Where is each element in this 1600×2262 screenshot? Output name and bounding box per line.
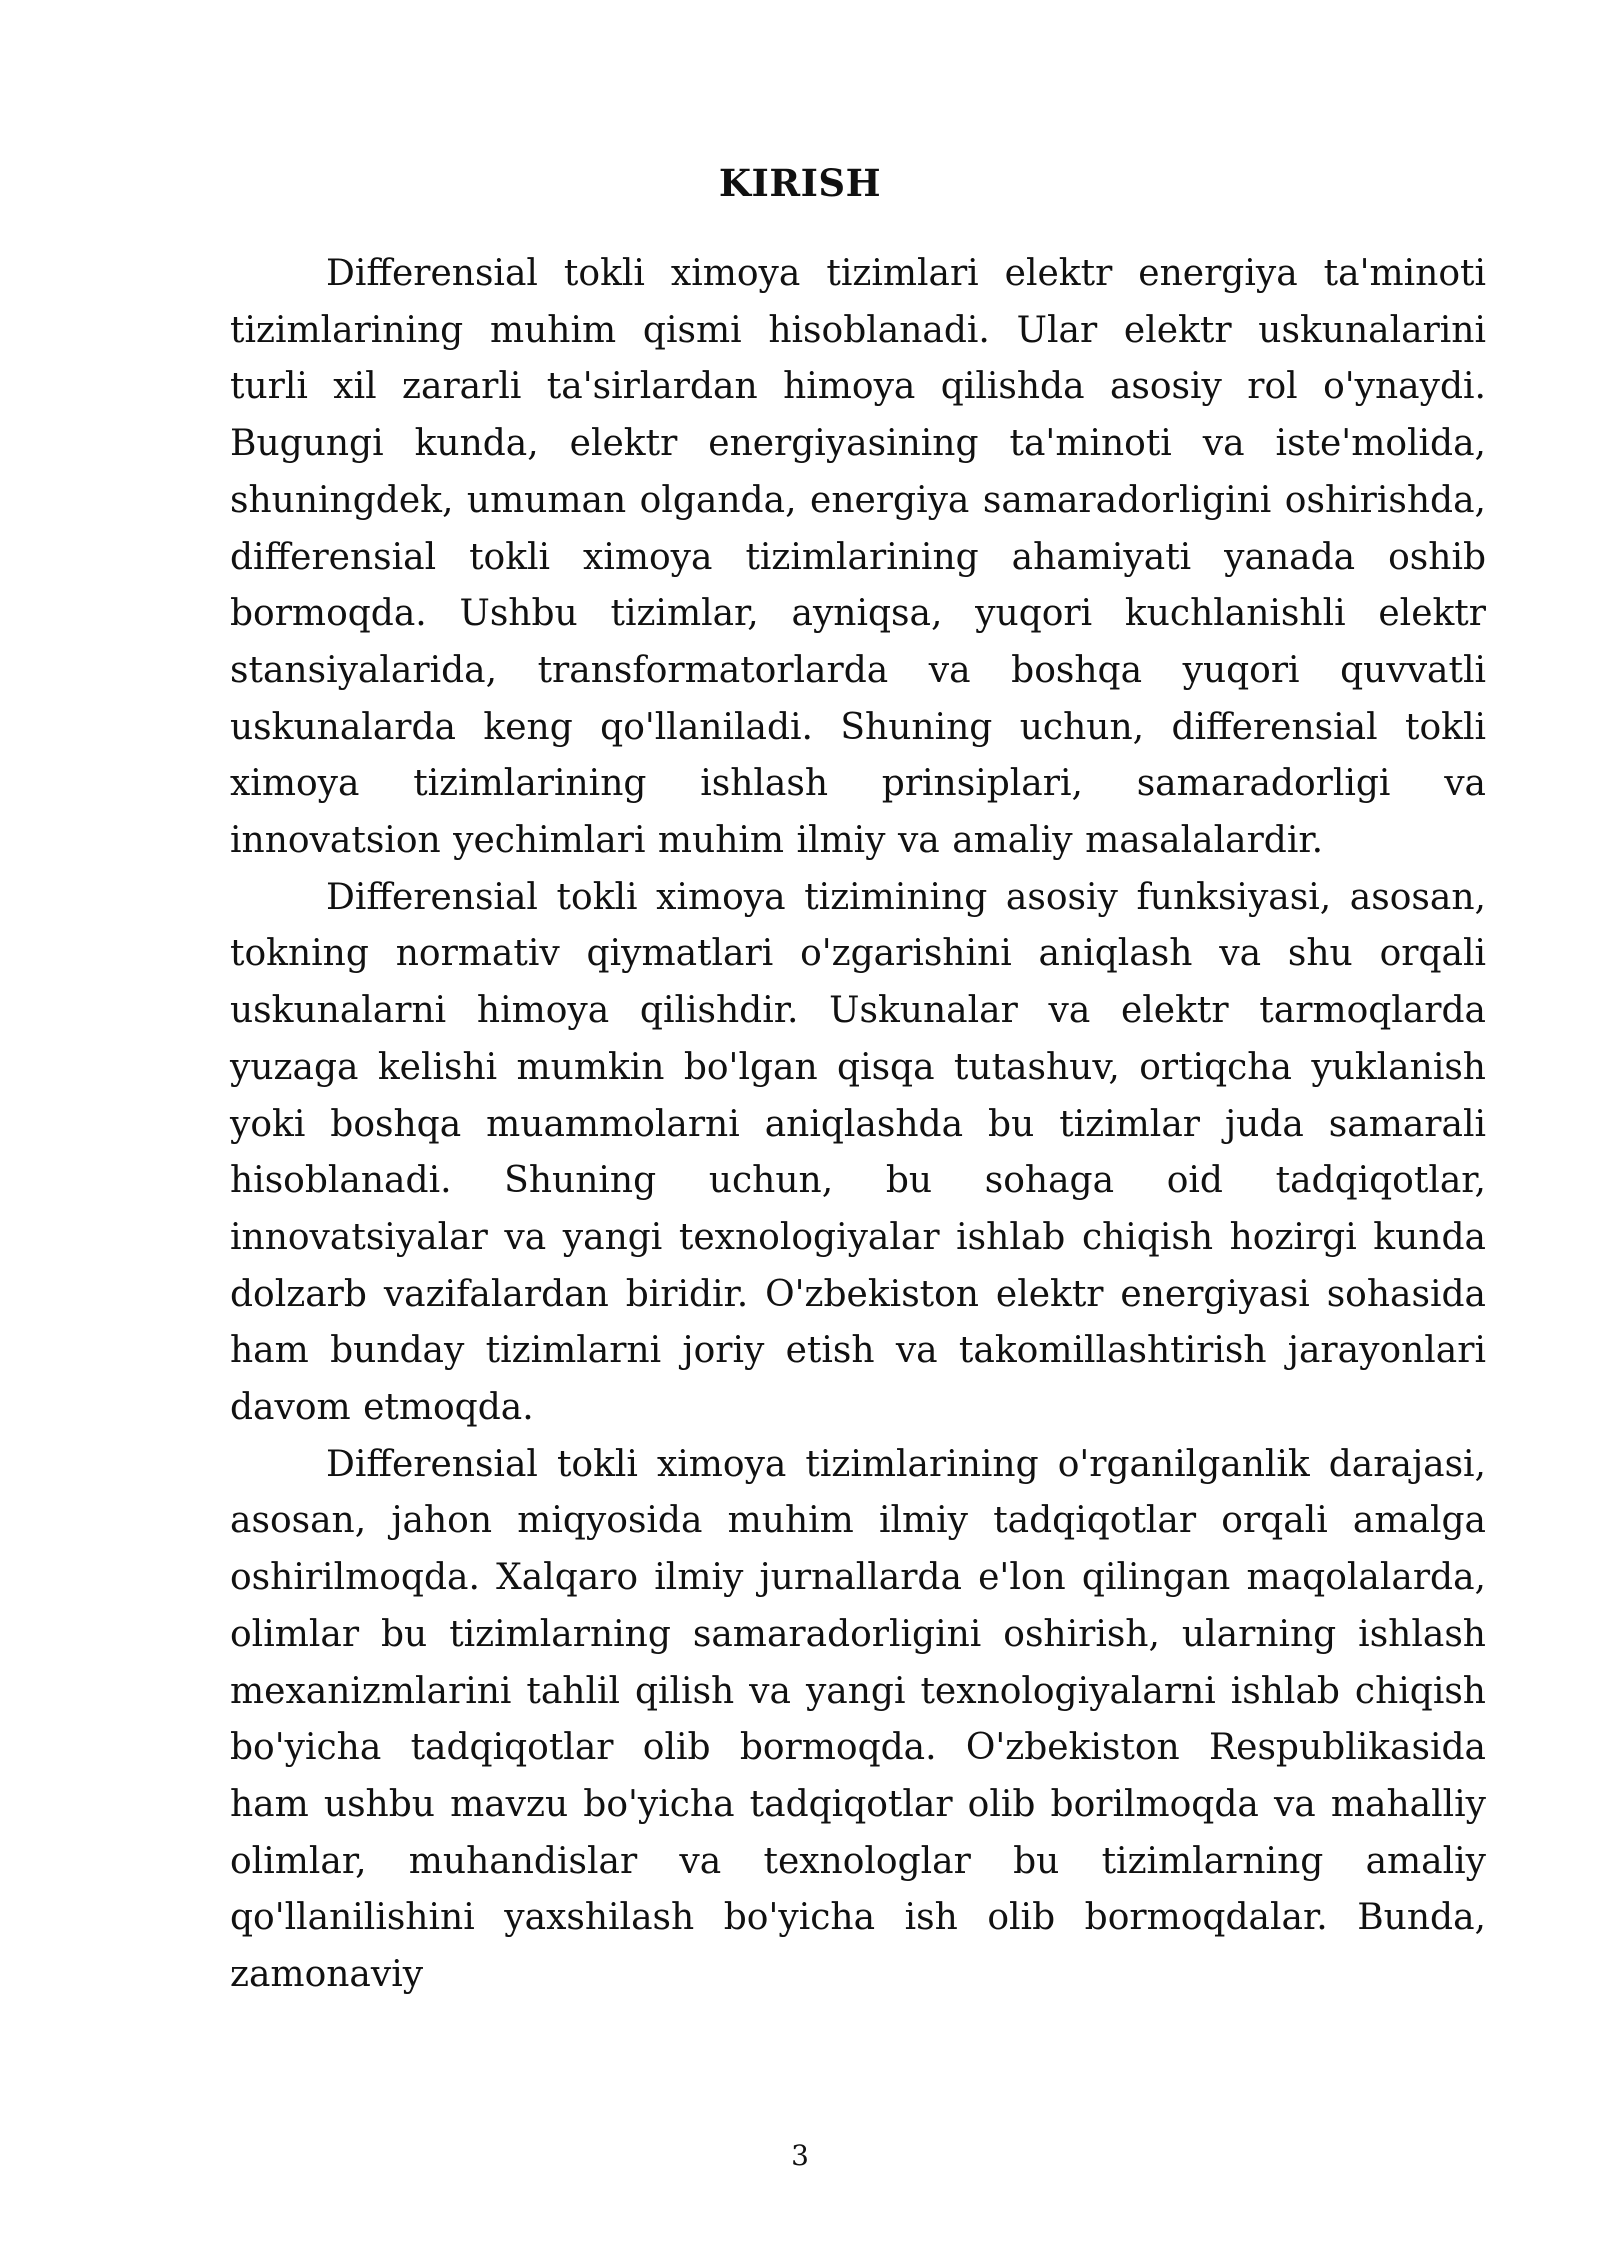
paragraph-1: Differensial tokli ximoya tizimlari elektr energiya ta'minoti tizimlarining muhim qismi hisoblanadi. Ular elektr uskunalarini turli xil zararli ta'sirlardan himoya qilishda asosiy rol o'ynaydi. Bugungi kunda, elektr energiyasining ta'minoti va iste'molida, shuningdek, umuman olganda, energiya samaradorligini oshirishda, differensial tokli ximoya tizimlarining ahamiyati yanada oshib bormoqda. Ushbu tizimlar, ayniqsa, yuqori kuchlanishli elektr stansiyalarida, transformatorlarda va boshqa yuqori quvvatli uskunalarda keng qo'llaniladi. Shuning uchun, differensial tokli ximoya tizimlarining ishlash prinsiplari, samaradorligi va innovatsion yechimlari muhim ilmiy va amaliy masalalardir. bbox=[230, 253, 1486, 862]
paragraph-3: Differensial tokli ximoya tizimlarining o'rganilganlik darajasi, asosan, jahon miqyosida muhim ilmiy tadqiqotlar orqali amalga oshirilmoqda. Xalqaro ilmiy jurnallarda e'lon qilingan maqolalarda, olimlar bu tizimlarning samaradorligini oshirish, ularning ishlash mexanizmlarini tahlil qilish va yangi texnologiyalarni ishlab chiqish bo'yicha tadqiqotlar olib bormoqda. O'zbekiston Respublikasida ham ushbu mavzu bo'yicha tadqiqotlar olib borilmoqda va mahalliy olimlar, muhandislar va texnologlar bu tizimlarning amaliy qo'llanilishini yaxshilash bo'yicha ish olib bormoqdalar. Bunda, zamonaviy bbox=[230, 1443, 1486, 1996]
body-text bbox=[230, 246, 1486, 2004]
section-title: KIRISH bbox=[718, 161, 882, 205]
page-number: 3 bbox=[791, 2139, 809, 2172]
paragraph-2: Differensial tokli ximoya tizimining asosiy funksiyasi, asosan, tokning normativ qiymatlari o'zgarishini aniqlash va shu orqali uskunalarni himoya qilishdir. Uskunalar va elektr tarmoqlarda yuzaga kelishi mumkin bo'lgan qisqa tutashuv, ortiqcha yuklanish yoki boshqa muammolarni aniqlashda bu tizimlar juda samarali hisoblanadi. Shuning uchun, bu sohaga oid tadqiqotlar, innovatsiyalar va yangi texnologiyalar ishlab chiqish hozirgi kunda dolzarb vazifalardan biridir. O'zbekiston elektr energiyasi sohasida ham bunday tizimlarni joriy etish va takomillashtirish jarayonlari davom etmoqda. bbox=[230, 876, 1486, 1429]
